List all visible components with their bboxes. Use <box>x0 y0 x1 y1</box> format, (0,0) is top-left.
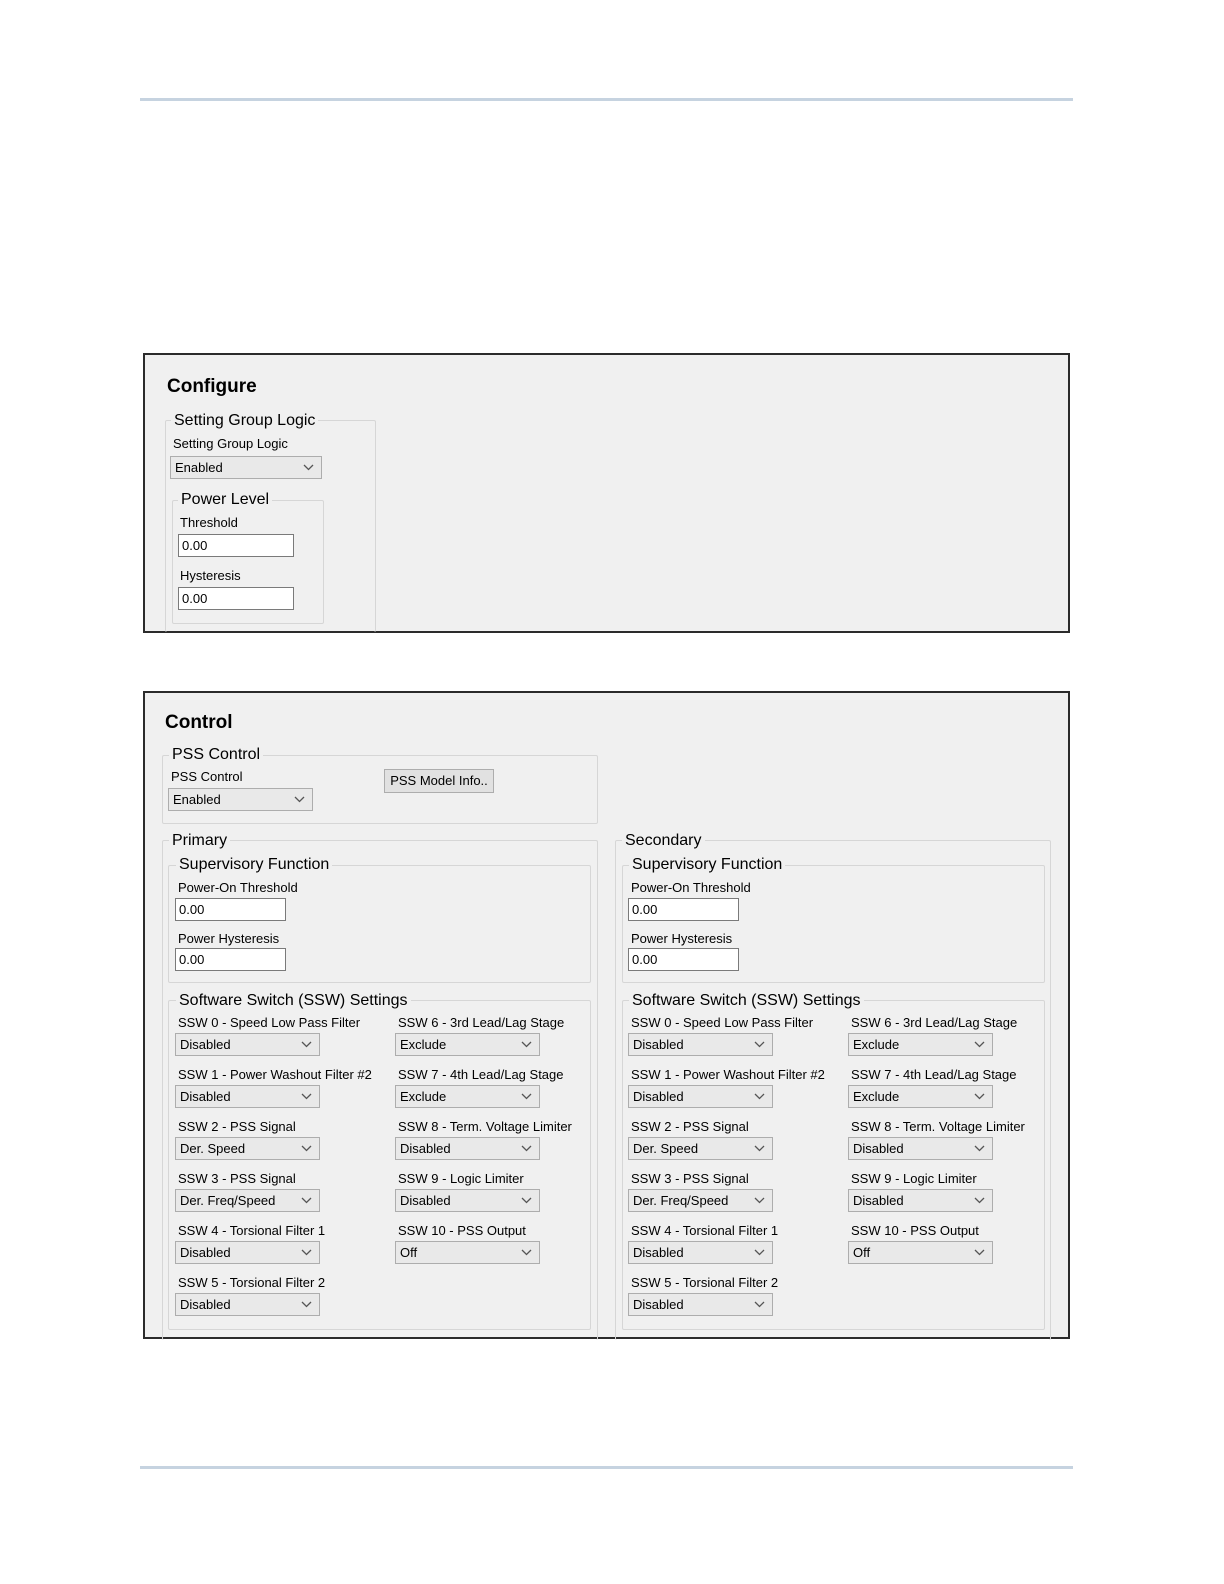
secondary-ssw-7-select[interactable] <box>848 1085 993 1108</box>
chevron-down-icon <box>301 1301 312 1308</box>
primary-power-hysteresis-input[interactable]: 0.00 <box>175 948 286 971</box>
secondary-ssw-6-label: SSW 6 - 3rd Lead/Lag Stage <box>851 1015 1018 1030</box>
primary-ssw-3-label: SSW 3 - PSS Signal <box>178 1171 296 1186</box>
pss-control-select[interactable] <box>168 788 313 811</box>
primary-ssw-2-value: Der. Speed <box>180 1141 246 1156</box>
primary-ssw-9-select[interactable] <box>395 1189 540 1212</box>
primary-ssw-8-select[interactable] <box>395 1137 540 1160</box>
setting-group-logic-group-title: Setting Group Logic <box>171 412 318 430</box>
chevron-down-icon <box>301 1093 312 1100</box>
primary-ssw-3-select[interactable] <box>175 1189 320 1212</box>
chevron-down-icon <box>754 1145 765 1152</box>
secondary-ssw-5-label: SSW 5 - Torsional Filter 2 <box>631 1275 779 1290</box>
secondary-ssw-5-value: Disabled <box>633 1297 684 1312</box>
chevron-down-icon <box>301 1145 312 1152</box>
configure-panel <box>143 353 1070 633</box>
secondary-ssw-0-select[interactable] <box>628 1033 773 1056</box>
configure-title: Configure <box>167 376 257 397</box>
primary-ssw-4-label: SSW 4 - Torsional Filter 1 <box>178 1223 326 1238</box>
pss-model-info-button[interactable]: PSS Model Info.. <box>384 769 494 793</box>
secondary-ssw-2-select[interactable] <box>628 1137 773 1160</box>
secondary-ssw-9-value: Disabled <box>853 1193 904 1208</box>
chevron-down-icon <box>974 1197 985 1204</box>
secondary-ssw-group-title: Software Switch (SSW) Settings <box>629 992 864 1010</box>
primary-ssw-0-select[interactable] <box>175 1033 320 1056</box>
primary-ssw-6-select[interactable] <box>395 1033 540 1056</box>
primary-supervisory-group-title: Supervisory Function <box>176 856 332 874</box>
primary-ssw-7-value: Exclude <box>400 1089 447 1104</box>
secondary-ssw-8-label: SSW 8 - Term. Voltage Limiter <box>851 1119 1025 1134</box>
chevron-down-icon <box>521 1197 532 1204</box>
chevron-down-icon <box>294 796 305 803</box>
secondary-ssw-9-label: SSW 9 - Logic Limiter <box>851 1171 977 1186</box>
control-title: Control <box>165 712 233 733</box>
primary-ssw-9-label: SSW 9 - Logic Limiter <box>398 1171 524 1186</box>
secondary-ssw-0-label: SSW 0 - Speed Low Pass Filter <box>631 1015 814 1030</box>
primary-ssw-5-select[interactable] <box>175 1293 320 1316</box>
primary-ssw-10-label: SSW 10 - PSS Output <box>398 1223 526 1238</box>
secondary-ssw-4-label: SSW 4 - Torsional Filter 1 <box>631 1223 779 1238</box>
secondary-ssw-4-value: Disabled <box>633 1245 684 1260</box>
primary-ssw-8-value: Disabled <box>400 1141 451 1156</box>
hysteresis-input[interactable]: 0.00 <box>178 587 294 610</box>
secondary-ssw-2-label: SSW 2 - PSS Signal <box>631 1119 749 1134</box>
chevron-down-icon <box>521 1249 532 1256</box>
secondary-ssw-8-select[interactable] <box>848 1137 993 1160</box>
chevron-down-icon <box>974 1041 985 1048</box>
chevron-down-icon <box>301 1249 312 1256</box>
chevron-down-icon <box>521 1041 532 1048</box>
secondary-ssw-5-select[interactable] <box>628 1293 773 1316</box>
secondary-ssw-10-label: SSW 10 - PSS Output <box>851 1223 979 1238</box>
secondary-ssw-3-value: Der. Freq/Speed <box>633 1193 729 1208</box>
primary-ssw-4-value: Disabled <box>180 1245 231 1260</box>
chevron-down-icon <box>301 1197 312 1204</box>
chevron-down-icon <box>754 1249 765 1256</box>
chevron-down-icon <box>754 1041 765 1048</box>
primary-ssw-5-value: Disabled <box>180 1297 231 1312</box>
secondary-ssw-7-value: Exclude <box>853 1089 900 1104</box>
secondary-ssw-10-select[interactable] <box>848 1241 993 1264</box>
primary-ssw-6-value: Exclude <box>400 1037 447 1052</box>
secondary-ssw-4-select[interactable] <box>628 1241 773 1264</box>
setting-group-logic-select[interactable] <box>170 456 322 479</box>
primary-ssw-group-title: Software Switch (SSW) Settings <box>176 992 411 1010</box>
primary-ssw-6-label: SSW 6 - 3rd Lead/Lag Stage <box>398 1015 565 1030</box>
chevron-down-icon <box>521 1145 532 1152</box>
primary-ssw-2-select[interactable] <box>175 1137 320 1160</box>
secondary-ssw-6-value: Exclude <box>853 1037 900 1052</box>
secondary-power-hysteresis-label: Power Hysteresis <box>631 931 733 946</box>
primary-ssw-9-value: Disabled <box>400 1193 451 1208</box>
secondary-power-on-threshold-input[interactable]: 0.00 <box>628 898 739 921</box>
chevron-down-icon <box>754 1301 765 1308</box>
secondary-ssw-0-value: Disabled <box>633 1037 684 1052</box>
secondary-group-title: Secondary <box>622 832 705 850</box>
primary-ssw-10-select[interactable] <box>395 1241 540 1264</box>
secondary-ssw-3-select[interactable] <box>628 1189 773 1212</box>
secondary-supervisory-group-title: Supervisory Function <box>629 856 785 874</box>
secondary-power-on-threshold-label: Power-On Threshold <box>631 880 751 895</box>
control-panel <box>143 691 1070 1339</box>
secondary-ssw-1-select[interactable] <box>628 1085 773 1108</box>
primary-ssw-1-value: Disabled <box>180 1089 231 1104</box>
primary-power-on-threshold-label: Power-On Threshold <box>178 880 298 895</box>
chevron-down-icon <box>521 1093 532 1100</box>
chevron-down-icon <box>754 1197 765 1204</box>
secondary-ssw-2-value: Der. Speed <box>633 1141 699 1156</box>
pss-control-label: PSS Control <box>171 769 243 784</box>
primary-power-on-threshold-input[interactable]: 0.00 <box>175 898 286 921</box>
pss-control-value: Enabled <box>173 792 221 807</box>
primary-ssw-5-label: SSW 5 - Torsional Filter 2 <box>178 1275 326 1290</box>
chevron-down-icon <box>974 1093 985 1100</box>
footer-rule <box>140 1466 1073 1469</box>
threshold-input[interactable]: 0.00 <box>178 534 294 557</box>
secondary-ssw-3-label: SSW 3 - PSS Signal <box>631 1171 749 1186</box>
primary-ssw-8-label: SSW 8 - Term. Voltage Limiter <box>398 1119 572 1134</box>
header-rule <box>140 98 1073 101</box>
primary-ssw-10-value: Off <box>400 1245 418 1260</box>
primary-ssw-3-value: Der. Freq/Speed <box>180 1193 276 1208</box>
power-level-group-title: Power Level <box>178 491 272 509</box>
primary-ssw-4-select[interactable] <box>175 1241 320 1264</box>
chevron-down-icon <box>303 464 314 471</box>
primary-ssw-0-value: Disabled <box>180 1037 231 1052</box>
chevron-down-icon <box>301 1041 312 1048</box>
setting-group-logic-value: Enabled <box>175 460 223 475</box>
primary-ssw-7-label: SSW 7 - 4th Lead/Lag Stage <box>398 1067 564 1082</box>
secondary-ssw-1-label: SSW 1 - Power Washout Filter #2 <box>631 1067 825 1082</box>
pss-control-group-title: PSS Control <box>169 746 263 764</box>
secondary-ssw-7-label: SSW 7 - 4th Lead/Lag Stage <box>851 1067 1017 1082</box>
threshold-label: Threshold <box>180 515 238 530</box>
secondary-ssw-6-select[interactable] <box>848 1033 993 1056</box>
chevron-down-icon <box>974 1249 985 1256</box>
secondary-ssw-8-value: Disabled <box>853 1141 904 1156</box>
primary-ssw-1-label: SSW 1 - Power Washout Filter #2 <box>178 1067 372 1082</box>
primary-ssw-0-label: SSW 0 - Speed Low Pass Filter <box>178 1015 361 1030</box>
chevron-down-icon <box>974 1145 985 1152</box>
primary-ssw-1-select[interactable] <box>175 1085 320 1108</box>
primary-group-title: Primary <box>169 832 230 850</box>
secondary-power-hysteresis-input[interactable]: 0.00 <box>628 948 739 971</box>
secondary-ssw-10-value: Off <box>853 1245 871 1260</box>
setting-group-logic-label: Setting Group Logic <box>173 436 288 451</box>
chevron-down-icon <box>754 1093 765 1100</box>
hysteresis-label: Hysteresis <box>180 568 241 583</box>
secondary-ssw-1-value: Disabled <box>633 1089 684 1104</box>
primary-ssw-7-select[interactable] <box>395 1085 540 1108</box>
primary-ssw-2-label: SSW 2 - PSS Signal <box>178 1119 296 1134</box>
secondary-ssw-9-select[interactable] <box>848 1189 993 1212</box>
primary-power-hysteresis-label: Power Hysteresis <box>178 931 280 946</box>
